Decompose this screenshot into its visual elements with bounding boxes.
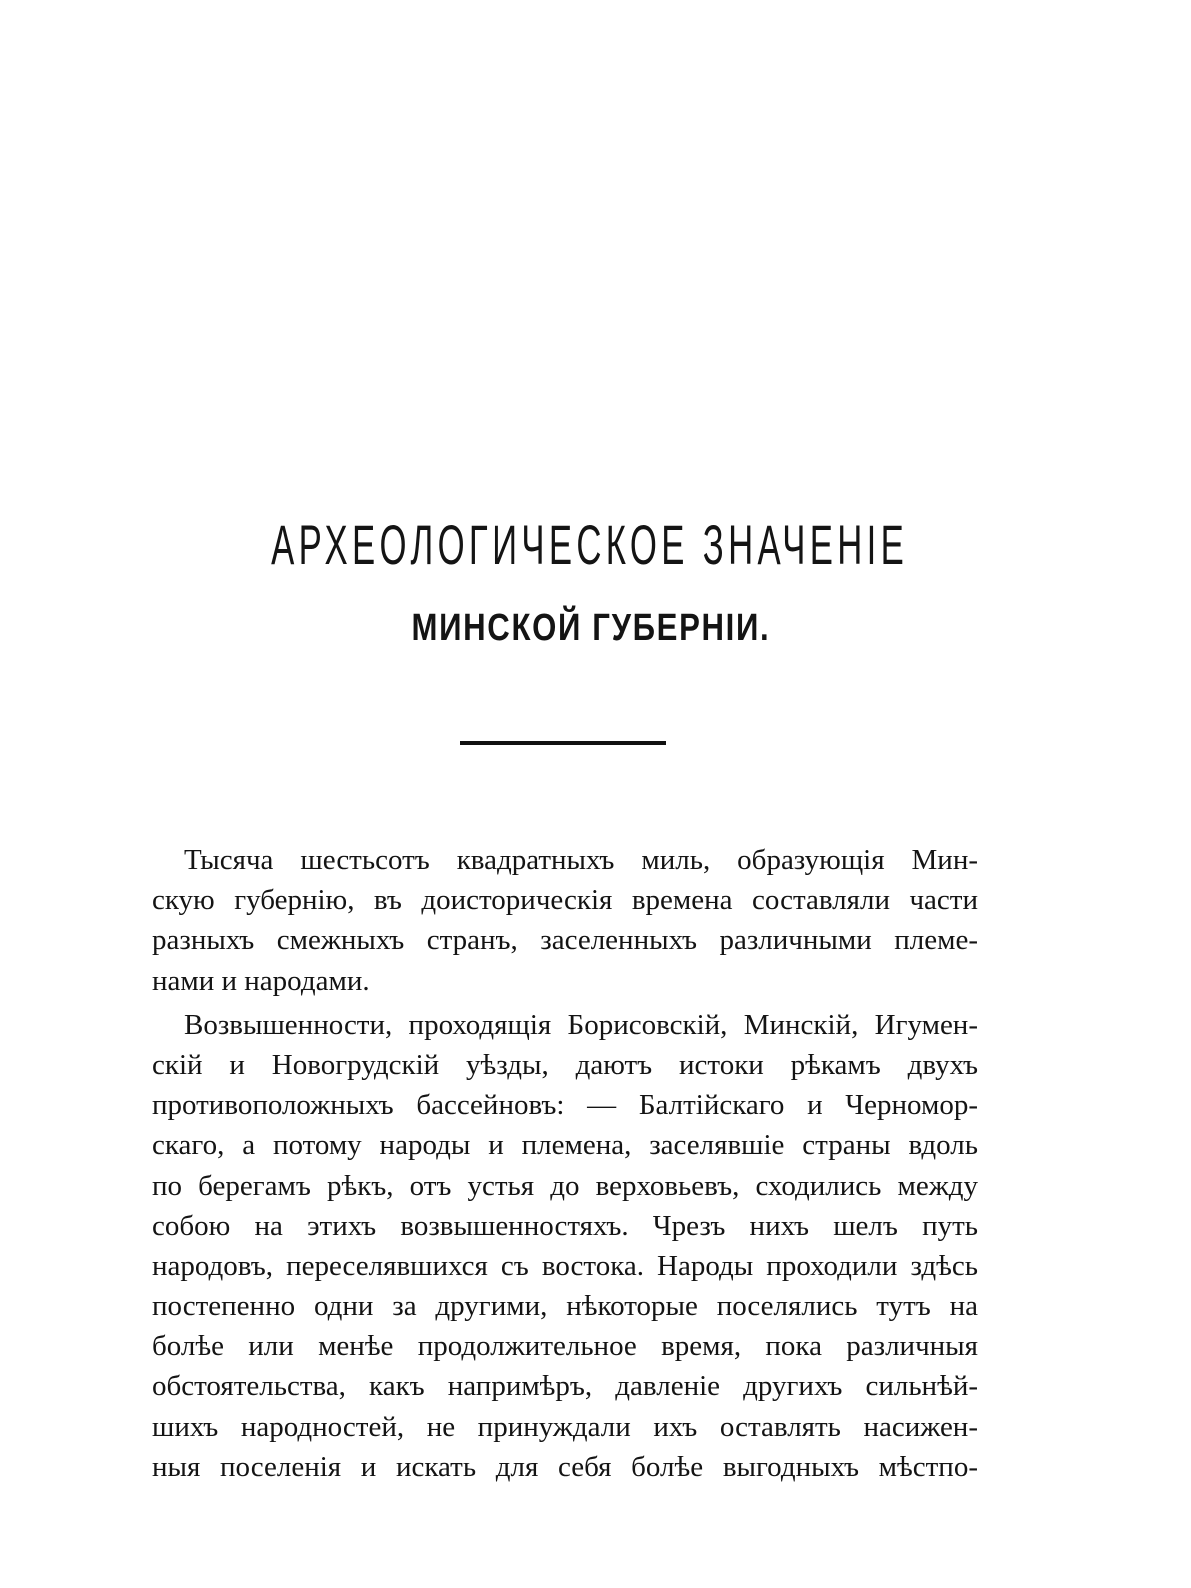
text-line: разныхъ смежныхъ странъ, заселенныхъ различными племе- <box>152 924 978 957</box>
body-text <box>152 840 978 1487</box>
text-line: болѣе или менѣе продолжительное время, пока различныя <box>152 1330 978 1363</box>
paragraph-2 <box>152 1005 978 1487</box>
text-line: скую губернію, въ доисторическія времена составляли части <box>152 884 978 917</box>
text-line: противоположныхъ бассейновъ: — Балтійскаго и Черномор- <box>152 1089 978 1122</box>
text-line: Возвышенности, проходящія Борисовскій, Минскій, Игумен- <box>184 1008 978 1041</box>
text-line: Тысяча шестьсотъ квадратныхъ миль, образующія Мин- <box>184 844 978 876</box>
text-line: по берегамъ рѣкъ, отъ устья до верховьевъ, сходились между <box>152 1169 978 1202</box>
text-line: скаго, а потому народы и племена, заселявшіе страны вдоль <box>152 1129 978 1162</box>
text-line: ныя поселенія и искать для себя болѣе выгодныхъ мѣстпо- <box>152 1450 978 1483</box>
text-line: нами и народами. <box>152 964 370 997</box>
text-line: обстоятельства, какъ напримѣръ, давленіе другихъ сильнѣй- <box>152 1370 978 1403</box>
title-divider <box>460 741 666 745</box>
text-line: собою на этихъ возвышенностяхъ. Чрезъ нихъ шелъ путь <box>152 1209 978 1242</box>
text-line: скій и Новогрудскій уѣзды, даютъ истоки рѣкамъ двухъ <box>152 1048 978 1081</box>
text-line: народовъ, переселявшихся съ востока. Народы проходили здѣсь <box>152 1249 978 1282</box>
text-line: шихъ народностей, не принуждали ихъ оставлять насижен- <box>152 1410 978 1443</box>
chapter-subtitle: МИНСКОЙ ГУБЕРНІИ. <box>411 607 771 649</box>
chapter-title: АРХЕОЛОГИЧЕСКОЕ ЗНАЧЕНІЕ <box>271 513 909 576</box>
paragraph-1 <box>152 840 978 1001</box>
text-line: постепенно одни за другими, нѣкоторые поселялись тутъ на <box>152 1290 978 1323</box>
